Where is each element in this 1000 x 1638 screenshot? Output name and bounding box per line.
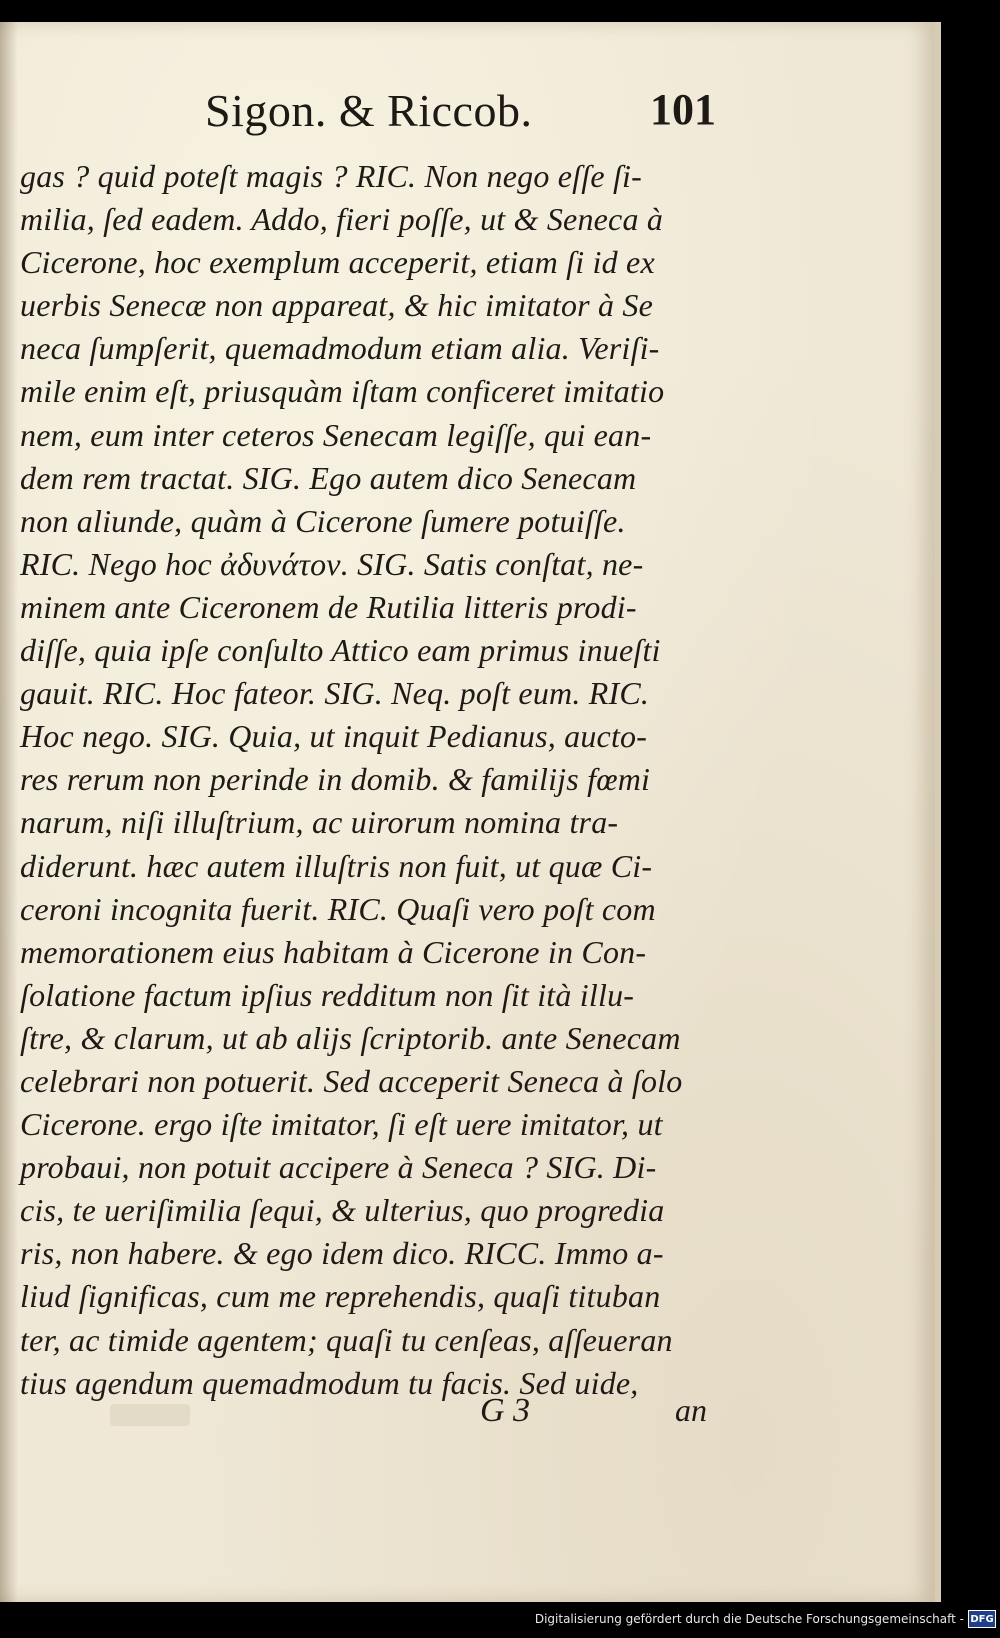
text-line: res rerum non perinde in domib. & familijs fœmi xyxy=(20,761,651,798)
text-line: liud ſignificas, cum me reprehendis, quaſi tituban xyxy=(20,1278,661,1315)
text-line: minem ante Ciceronem de Rutilia litteris prodi- xyxy=(20,588,637,625)
text-line: cis, te ueriſimilia ſequi, & ulterius, quo progredia xyxy=(20,1192,665,1229)
text-line: Hoc nego. SIG. Quia, ut inquit Pedianus, auctο- xyxy=(20,718,648,755)
text-line: mile enim eſt, priusquàm iſtam conficeret imitatio xyxy=(20,373,665,410)
body-text xyxy=(20,155,740,1405)
text-line: ceroni incognita fuerit. RIC. Quaſi vero poſt com xyxy=(20,890,656,927)
text-line: memorationem eius habitam à Cicerone in Con- xyxy=(20,933,647,970)
text-line: ſtre, & clarum, ut ab alijs ſcriptorib. ante Senecam xyxy=(20,1019,681,1056)
dfg-logo-icon: DFG xyxy=(968,1610,996,1628)
text-line: ter, ac timide agentem; quaſi tu cenſeas, aſſeueran xyxy=(20,1321,673,1358)
running-head-title: Sigon. & Riccob. xyxy=(205,85,533,136)
page-gutter-shadow xyxy=(0,22,18,1602)
text-line: nem, eum inter ceteros Senecam legiſſe, qui ean- xyxy=(20,416,652,453)
text-line: ſolatione factum ipſius redditum non ſit ità illu- xyxy=(20,976,635,1013)
text-line: dem rem tractat. SIG. Ego autem dico Senecam xyxy=(20,459,637,496)
text-line: RIC. Nego hoc ἀδυνάτον. SIG. Satis conſtat, ne- xyxy=(20,545,644,582)
text-line: Cicerone, hoc exemplum acceperit, etiam ſi id ex xyxy=(20,244,655,281)
text-line: tius agendum quemadmodum tu facis. Sed uide, xyxy=(20,1364,639,1401)
text-line: ris, non habere. & ego idem dico. RICC. Immo a- xyxy=(20,1235,664,1272)
faded-library-stamp xyxy=(110,1404,190,1426)
text-line: gas ? quid poteſt magis ? RIC. Non nego eſſe ſi- xyxy=(20,158,642,194)
text-line: gauit. RIC. Hoc fateor. SIG. Neq. poſt eum. RIC. xyxy=(20,675,650,712)
signature-mark: G 3 xyxy=(480,1392,531,1429)
digitization-footer xyxy=(0,1608,1000,1634)
text-line: Cicerone. ergo iſte imitator, ſi eſt uere imitator, ut xyxy=(20,1106,663,1143)
text-line: celebrari non potuerit. Sed acceperit Seneca à ſolo xyxy=(20,1062,683,1099)
text-line: narum, niſi illuſtrium, ac uirorum nomina tra- xyxy=(20,804,619,841)
text-line: uerbis Senecæ non appareat, & hic imitator à Se xyxy=(20,287,654,324)
book-page xyxy=(0,22,941,1602)
text-line: diſſe, quia ipſe conſulto Attico eam primus inueſti xyxy=(20,632,661,669)
catchword: an xyxy=(675,1392,707,1428)
page-number: 101 xyxy=(650,85,716,134)
text-line: milia, ſed eadem. Addo, fieri poſſe, ut & Seneca à xyxy=(20,201,664,238)
text-line: non aliunde, quàm à Cicerone ſumere potuiſſe. xyxy=(20,502,626,539)
text-line: neca ſumpſerit, quemadmodum etiam alia. Veriſi- xyxy=(20,330,660,367)
text-line: probaui, non potuit accipere à Seneca ? SIG. Di- xyxy=(20,1149,657,1186)
text-line: diderunt. hæc autem illuſtris non fuit, ut quæ Ci- xyxy=(20,847,653,884)
running-head xyxy=(0,84,935,144)
footer-credit: Digitalisierung gefördert durch die Deutsche Forschungsgemeinschaft - xyxy=(534,1612,964,1626)
